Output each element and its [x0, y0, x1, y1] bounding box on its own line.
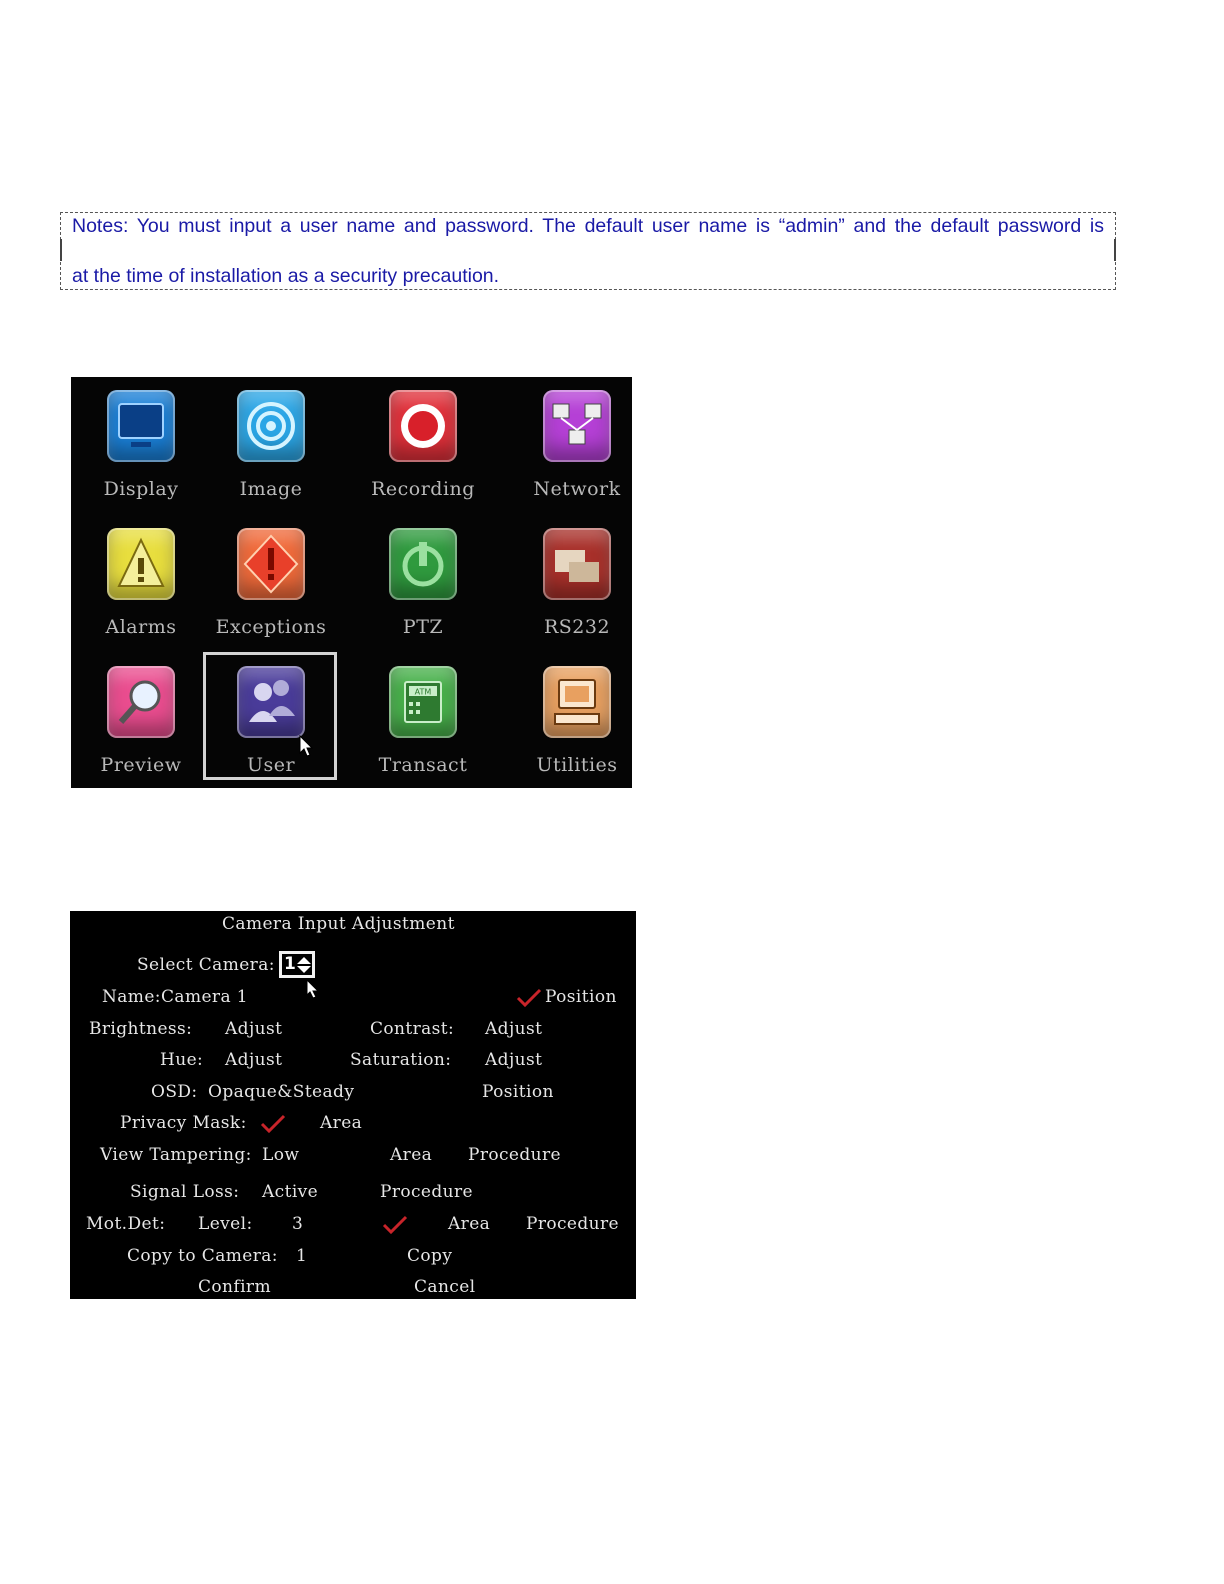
hue-label: Hue:	[160, 1050, 204, 1070]
note-line-2: at the time of installation as a security precaution.	[72, 265, 500, 287]
utilities-icon	[543, 666, 611, 738]
network-icon	[543, 390, 611, 462]
ptz-icon	[389, 528, 457, 600]
tampering-procedure-button[interactable]: Procedure	[468, 1145, 561, 1165]
notes-box	[60, 212, 1116, 290]
menu-item-transact[interactable]	[353, 658, 493, 788]
exceptions-icon	[237, 528, 305, 600]
menu-label-image: Image	[239, 478, 303, 500]
hue-adjust-button[interactable]: Adjust	[225, 1050, 283, 1070]
level-value[interactable]: 3	[292, 1214, 304, 1234]
svg-text:ATM: ATM	[414, 687, 432, 697]
select-camera-label: Select Camera:	[137, 955, 275, 975]
alarms-icon	[107, 528, 175, 600]
name-label: Name:	[102, 987, 161, 1007]
user-icon	[237, 666, 305, 738]
menu-item-user[interactable]	[201, 652, 341, 788]
signal-loss-value[interactable]: Active	[262, 1182, 319, 1202]
menu-item-alarms[interactable]	[71, 520, 211, 658]
contrast-label: Contrast:	[370, 1019, 455, 1039]
cancel-button[interactable]: Cancel	[414, 1277, 476, 1297]
view-tampering-value[interactable]: Low	[262, 1145, 300, 1165]
menu-label-user: User	[246, 754, 296, 776]
main-menu-screen	[71, 377, 632, 788]
privacy-mask-check-icon[interactable]	[260, 1114, 286, 1134]
left-border-mark	[60, 239, 62, 261]
menu-item-recording[interactable]	[353, 382, 493, 520]
signal-loss-procedure-button[interactable]: Procedure	[380, 1182, 473, 1202]
privacy-area-button[interactable]: Area	[320, 1113, 363, 1133]
privacy-mask-label: Privacy Mask:	[120, 1113, 247, 1133]
menu-item-display[interactable]	[71, 382, 211, 520]
menu-label-ptz: PTZ	[402, 616, 444, 638]
view-tampering-label: View Tampering:	[100, 1145, 252, 1165]
motion-procedure-button[interactable]: Procedure	[526, 1214, 619, 1234]
osd-position-button[interactable]: Position	[482, 1082, 554, 1102]
preview-icon	[107, 666, 175, 738]
saturation-label: Saturation:	[350, 1050, 452, 1070]
menu-item-utilities[interactable]	[507, 658, 632, 788]
position-check-icon[interactable]	[516, 988, 542, 1008]
menu-label-transact: Transact	[378, 754, 468, 776]
confirm-button[interactable]: Confirm	[198, 1277, 271, 1297]
menu-label-preview: Preview	[100, 754, 182, 776]
mouse-cursor-icon-2	[306, 979, 320, 1001]
tampering-area-button[interactable]: Area	[390, 1145, 433, 1165]
menu-item-image[interactable]	[201, 382, 341, 520]
image-icon	[237, 390, 305, 462]
menu-label-exceptions: Exceptions	[215, 616, 327, 638]
contrast-adjust-button[interactable]: Adjust	[485, 1019, 543, 1039]
recording-icon	[389, 390, 457, 462]
menu-item-exceptions[interactable]	[201, 520, 341, 658]
menu-label-utilities: Utilities	[536, 754, 618, 776]
rs232-icon	[543, 528, 611, 600]
name-value[interactable]: Camera 1	[161, 987, 249, 1007]
menu-item-ptz[interactable]	[353, 520, 493, 658]
note-line-1: Notes: You must input a user name and password. The default user name is “admin” and the default password is	[72, 215, 1104, 237]
osd-label: OSD:	[151, 1082, 198, 1102]
right-border-mark	[1114, 239, 1116, 261]
transact-icon	[389, 666, 457, 738]
copy-to-camera-label: Copy to Camera:	[127, 1246, 278, 1266]
select-camera-value: 1	[284, 954, 296, 974]
up-down-arrows-icon	[296, 956, 312, 974]
signal-loss-label: Signal Loss:	[130, 1182, 240, 1202]
osd-value[interactable]: Opaque&Steady	[208, 1082, 355, 1102]
menu-item-preview[interactable]	[71, 658, 211, 788]
select-camera-spinner[interactable]	[279, 951, 315, 978]
menu-label-display: Display	[103, 478, 179, 500]
brightness-adjust-button[interactable]: Adjust	[225, 1019, 283, 1039]
saturation-adjust-button[interactable]: Adjust	[485, 1050, 543, 1070]
mouse-cursor-icon	[299, 735, 315, 759]
menu-label-rs232: RS232	[543, 616, 611, 638]
menu-label-alarms: Alarms	[105, 616, 177, 638]
brightness-label: Brightness:	[89, 1019, 193, 1039]
screen-title: Camera Input Adjustment	[222, 914, 455, 934]
motion-area-button[interactable]: Area	[448, 1214, 491, 1234]
camera-adjust-screen	[70, 911, 636, 1299]
menu-item-network[interactable]	[507, 382, 632, 520]
level-label: Level:	[198, 1214, 253, 1234]
motion-detection-check-icon[interactable]	[382, 1215, 408, 1235]
copy-to-camera-value[interactable]: 1	[296, 1246, 308, 1266]
menu-item-rs232[interactable]	[507, 520, 632, 658]
motion-detection-label: Mot.Det:	[86, 1214, 166, 1234]
menu-label-recording: Recording	[371, 478, 475, 500]
menu-label-network: Network	[533, 478, 621, 500]
copy-button[interactable]: Copy	[407, 1246, 453, 1266]
position-label[interactable]: Position	[545, 987, 617, 1007]
display-icon	[107, 390, 175, 462]
